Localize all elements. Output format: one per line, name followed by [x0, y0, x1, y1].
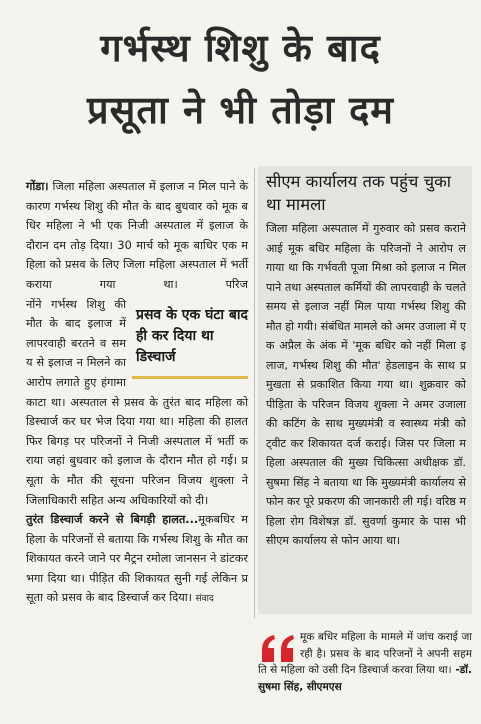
article-credit: संवाद	[195, 594, 214, 605]
dateline: गोंडा।	[26, 180, 49, 193]
sidebar-body: जिला महिला अस्पताल में गुरुवार को प्रसव कराने आई मूक बधिर महिला के परिजनों ने आरोप लगाया था कि गर्भवती पूजा मिश्रा को इलाज न मिल पाने तथा अस्पताल कर्मियों की लापरवाही के चलते समय से इलाज नहीं मिल पाया गर्भस्थ शिशु की मौत हो गयी। संबंधित मामले को अमर उजाला में एक अप्रैल के अंक में 'मूक बधिर को नहीं मिला इलाज, गर्भस्थ शिशु की मौत' हेडलाइन के साथ प्रमुखता से प्रकाशित किया गया था। शुक्रवार को पीड़िता के परिजन विजय शुक्ला ने अमर उजाला की कटिंग के साथ मुख्यमंत्री व स्वास्थ्य मंत्री को ट्वीट कर शिकायत दर्ज कराई। जिस पर जिला महिला अस्पताल की मुख्य चिकित्सा अधीक्षक डॉ. सुषमा सिंह ने बताया था कि मुख्यमंत्री कार्यालय से फोन कर पूरे प्रकरण की जानकारी ली गई। वरिष्ठ महिला रोग विशेषज्ञ डॉ. सुवर्णा कुमार के पास भी सीएम कार्यालय से फोन आया था।	[266, 222, 466, 547]
sidebar-box	[258, 166, 472, 614]
article-paragraph-1a: जिला महिला अस्पताल में इलाज न मिल पाने के कारण गर्भस्थ शिशु की मौत के बाद बुधवार को मूक बधिर महिला ने भी एक निजी अस्पताल में इलाज के दौरान दम तोड़ दिया। 30 मार्च को मूक बाधिर एक महिला को प्रसव के लिए जिला महिला अस्पताल में भर्ती कराया गया था। परिजनों	[26, 180, 248, 311]
main-article	[26, 177, 248, 610]
sidebar-title: सीएम कार्यालय तक पहुंच चुका था मामला	[266, 172, 452, 214]
headline-line-1: गर्भस्थ शिशु के बाद	[100, 26, 381, 70]
quote-author: -डॉ. सुषमा सिंह, सीएमएस	[258, 664, 472, 693]
pull-quote-inset: प्रसव के एक घंटा बाद ही कर दिया था डिस्चार्ज	[132, 299, 248, 379]
quotation-mark-icon	[260, 634, 298, 664]
article-paragraph-1b: ने गर्भस्थ शिशु की मौत के बाद इलाज में लापरवाही बरतने व समय से इलाज न मिलने का आरोप लगाते हुए हंगामा काटा था। अस्पताल से प्रसव के तुरंत बाद महिला को डिस्चार्ज कर घर भेज दिया गया था। महिला की हालत फिर बिगड़ पर परिजनों ने निजी अस्पताल में भर्ती कराया जहां बुधवार को इलाज के दौरान मौत हो गई। प्रसूता के मौत की सूचना परिजन विजय शुक्ला ने जिलाधिकारी सहित अन्य अधिकारियों को दी।	[26, 297, 248, 507]
column-divider	[254, 168, 255, 618]
article-paragraph-2: मूकबधिर महिला के परिजनों से बताया कि गर्भस्थ शिशु के मौत का शिकायत करने जाने पर मैट्रन रमोला जानसन ने डांटकर भगा दिया था। पीड़ित की शिकायत सुनी गई लेकिन प्रसूता को प्रसव के बाद डिस्चार्ज कर दिया।	[26, 513, 248, 605]
article-subhead: तुरंत डिस्चार्ज करने से बिगड़ी हालत...	[26, 513, 199, 527]
headline-line-2: प्रसूता ने भी तोड़ा दम	[87, 88, 394, 132]
official-quote	[258, 626, 472, 716]
quote-text: मूक बधिर महिला के मामले में जांच कराई जा रही है। प्रसव के बाद परिजनों ने अपनी सहमति से महिला को उसी दिन डिस्चार्ज करवा लिया था।	[258, 631, 472, 676]
